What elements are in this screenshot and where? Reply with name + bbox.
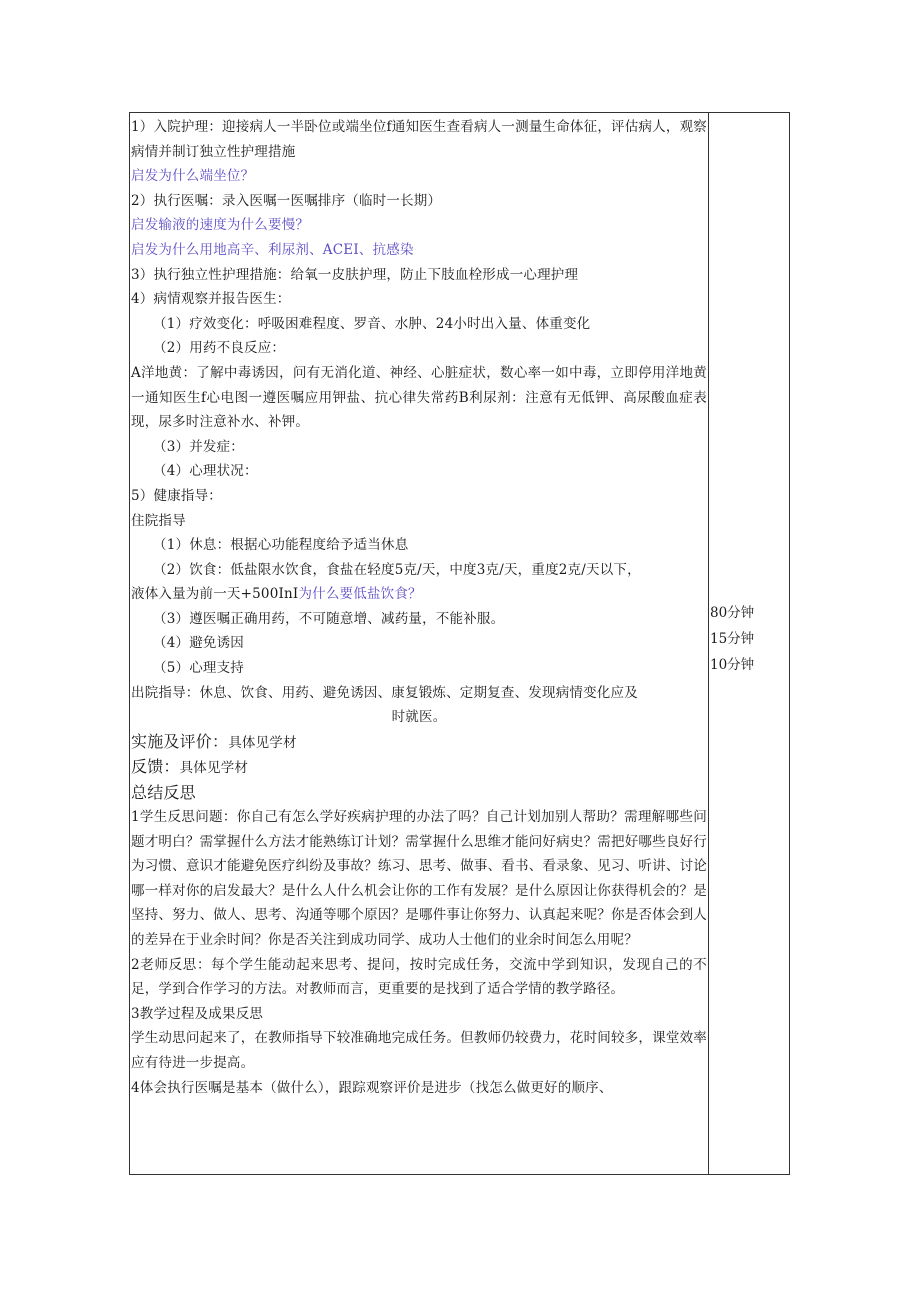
implementation-heading: 实施及评价： xyxy=(131,731,229,751)
efficacy-item: （1）疗效变化：呼吸困难程度、罗音、水肿、24小时出入量、体重变化 xyxy=(153,315,591,332)
inpatient-heading: 住院指导 xyxy=(131,512,186,529)
feedback-text: 具体见学材 xyxy=(179,760,249,777)
independent-care: 3）执行独立性护理措施：给氧一皮肤护理，防止下肢血栓形成一心理护理 xyxy=(131,266,579,283)
time-80: 80分钟 xyxy=(710,605,755,621)
discharge-guidance-end: 时就医。 xyxy=(391,709,447,726)
fluid-line xyxy=(131,582,707,607)
teacher-reflection: 2老师反思：每个学生能动起来思考、提问，按时完成任务，交流中学到知识，发现自己的不足，学到合作学习的方法。对教师而言，更重要的是找到了适合学情的教学路径。 xyxy=(131,956,707,998)
admission-care: 1）入院护理：迎接病人一半卧位或端坐位f通知医生查看病人一测量生命体征，评估病人，观察病情并制订独立性护理措施 xyxy=(131,119,707,160)
fluid-text: 液体入量为前一天+500InI xyxy=(131,586,299,603)
adverse-item: （2）用药不良反应： xyxy=(153,340,286,357)
prompt-low-salt: 为什么要低盐饮食？ xyxy=(298,586,422,603)
avoid-triggers-item: （4）避免诱因 xyxy=(153,635,244,652)
feedback-line xyxy=(131,755,707,781)
process-reflection-heading: 3教学过程及成果反思 xyxy=(131,1005,264,1022)
digitalis-paragraph: A洋地黄：了解中毒诱因，问有无消化道、神经、心脏症状，数心率一如中毒，立即停用洋地黄一通知医生f心电图一遵医嘱应用钾盐、抗心律失常药B利尿剂：注意有无低钾、高尿酸血症表现，尿多时注意补水、补钾。 xyxy=(131,364,707,431)
experience-line: 4体会执行医嘱是基本（做什么），跟踪观察评价是进步（找怎么做更好的顺序、 xyxy=(131,1079,613,1096)
medication-item: （3）遵医嘱正确用药，不可随意增、减药量，不能补服。 xyxy=(153,610,505,627)
observation-heading: 4）病情观察并报告医生： xyxy=(131,291,291,308)
time-15: 15分钟 xyxy=(710,631,755,647)
prompt-drugs: 启发为什么用地高辛、利尿剂、ACEI、抗感染 xyxy=(131,241,414,258)
time-10: 10分钟 xyxy=(710,657,755,673)
content-column xyxy=(131,115,707,1100)
implementation-text: 具体见学材 xyxy=(228,734,297,751)
process-reflection: 学生动思问起来了，在教师指导下较准确地完成任务。但教师仍较费力，花时间较多，课堂效率应有待进一步提高。 xyxy=(131,1030,707,1071)
psychology-item: （4）心理状况： xyxy=(153,463,258,480)
feedback-heading: 反馈： xyxy=(131,757,180,777)
prompt-sitting: 启发为什么端坐位？ xyxy=(131,168,255,185)
reflection-heading: 总结反思 xyxy=(131,783,196,803)
prompt-infusion: 启发输液的速度为什么要慢？ xyxy=(131,217,310,234)
diet-item: （2）饮食：低盐限水饮食，食盐在轻度5克/天，中度3克/天，重度2克/天以下， xyxy=(153,561,641,578)
health-guidance-heading: 5）健康指导： xyxy=(131,487,222,504)
student-reflection: 1学生反思问题：你自己有怎么学好疾病护理的办法了吗？自己计划加别人帮助？需理解哪些问题才明白？需掌握什么方法才能熟练订计划？需掌握什么思维才能问好病史？需把好哪些良好行为习惯、意识才能避免医疗纠纷及事故？练习、思考、做事、看书、看录象、见习、听讲、讨论哪一样对你的启发最大？是什么人什么机会让你的工作有发展？是什么原因让你获得机会的？是坚持、努力、做人、思考、沟通等哪个原因？是哪件事让你努力、认真起来呢？你是否体会到人的差异在于业余时间？你是否关注到成功同学、成功人士他们的业余时间怎么用呢？ xyxy=(131,809,707,948)
column-divider xyxy=(708,112,709,1175)
psych-support-item: （5）心理支持 xyxy=(153,660,244,677)
execute-orders: 2）执行医嘱：录入医嘱一医嘱排序（临时一长期） xyxy=(131,192,442,209)
discharge-guidance: 出院指导：休息、饮食、用药、避免诱因、康复锻炼、定期复查、发现病情变化应及 xyxy=(131,684,638,701)
rest-item: （1）休息：根据心功能程度给予适当休息 xyxy=(153,537,409,554)
complication-item: （3）并发症： xyxy=(153,438,244,455)
time-column xyxy=(710,600,788,678)
implementation-line xyxy=(131,730,707,756)
